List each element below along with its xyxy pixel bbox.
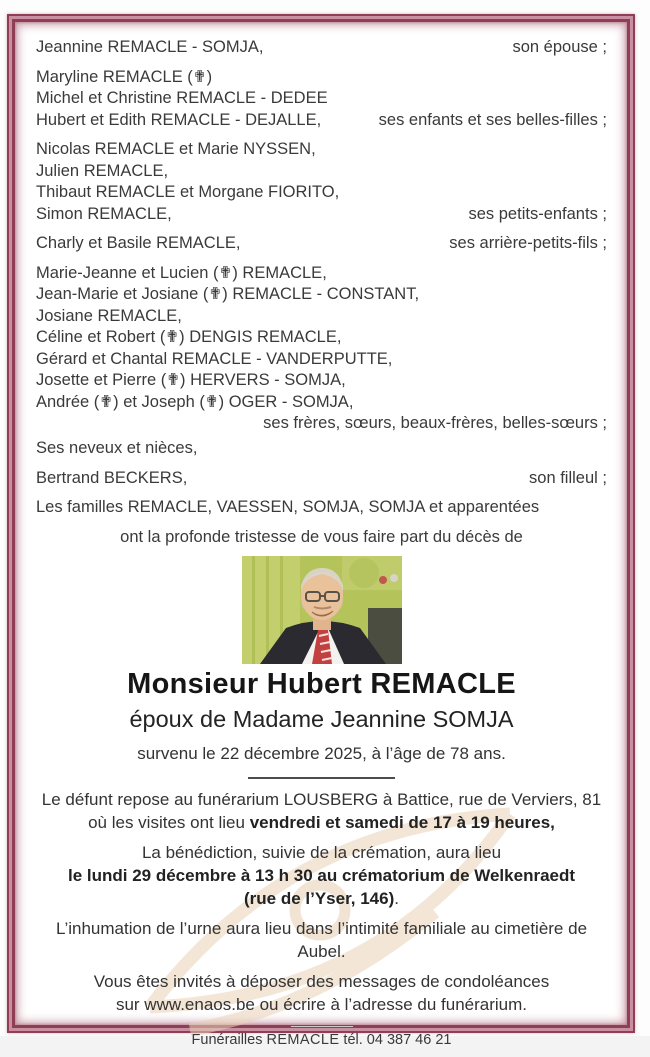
relatives-group-siblings: [36, 263, 607, 434]
relative-names: Nicolas REMACLE et Marie NYSSEN,: [36, 140, 316, 158]
families-group: [36, 497, 607, 519]
family-line: [36, 327, 607, 349]
relation-label-siblings: ses frères, sœurs, beaux-frères, belles-sœurs ;: [263, 414, 607, 432]
relatives-group-spouse: [36, 37, 607, 59]
portrait-illustration: [242, 556, 402, 664]
relative-names: Marie-Jeanne et Lucien (✟) REMACLE,: [36, 263, 327, 282]
portrait-photo: [242, 556, 402, 664]
family-line: [36, 161, 607, 183]
death-date-line: survenu le 22 décembre 2025, à l’âge de 78 ans.: [137, 743, 506, 763]
relative-names: Maryline REMACLE (✟): [36, 67, 213, 86]
relation-label: ses arrière-petits-fils ;: [449, 234, 607, 252]
family-line: [36, 468, 607, 490]
relation-label: son filleul ;: [529, 468, 607, 487]
footer-divider: [291, 1026, 353, 1027]
family-line: [36, 88, 607, 110]
family-line: [36, 139, 607, 161]
relatives-group-children: [36, 67, 607, 132]
family-line: [36, 306, 607, 328]
relative-names: Charly et Basile REMACLE,: [36, 234, 241, 252]
relative-names: Jean-Marie et Josiane (✟) REMACLE - CONSTANT,: [36, 285, 420, 303]
relative-names: Jeannine REMACLE - SOMJA,: [36, 38, 264, 56]
family-line: [36, 263, 607, 285]
relation-label: son épouse ;: [512, 38, 607, 56]
family-line: [36, 204, 607, 226]
condolences-line1: Vous êtes invités à déposer des messages de condoléances: [93, 971, 550, 991]
relatives-group-nephews: [36, 438, 607, 460]
relative-names: Gérard et Chantal REMACLE - VANDERPUTTE,: [36, 349, 393, 368]
relative-names: Josette et Pierre (✟) HERVERS - SOMJA,: [36, 371, 346, 389]
frame-mid-band: [9, 16, 633, 1048]
inhumation-paragraph: L’inhumation de l’urne aura lieu dans l’intimité familiale au cimetière de Aubel.: [55, 918, 588, 961]
section-divider: [248, 777, 395, 779]
relative-names: Thibaut REMACLE et Morgane FIORITO,: [36, 183, 340, 201]
family-line: [36, 182, 607, 204]
family-line: [36, 67, 607, 89]
family-line: [36, 110, 607, 132]
relative-names: Céline et Robert (✟) DENGIS REMACLE,: [36, 328, 342, 346]
relative-names: Bertrand BECKERS,: [36, 468, 188, 487]
condolences-line2: sur www.enaos.be ou écrire à l’adresse du funérarium.: [115, 994, 528, 1014]
crematorium-address: (rue de l’Yser, 146): [244, 888, 395, 908]
announcement-line: ont la profonde tristesse de vous faire part du décès de: [120, 527, 523, 546]
families-line: [36, 497, 607, 519]
funeral-home-prefix: Funérailles: [191, 1031, 267, 1048]
address-period: .: [394, 888, 399, 908]
deceased-name: Monsieur Hubert REMACLE: [127, 667, 516, 700]
family-line: [36, 233, 607, 255]
funeral-home-line: [36, 1032, 607, 1054]
family-line: [36, 370, 607, 392]
relatives-group-godson: [36, 468, 607, 490]
repose-paragraph: [36, 788, 607, 834]
announcement-card: [12, 19, 630, 1048]
repose-line: Le défunt repose au funérarium LOUSBERG à Battice, rue de Verviers, 81: [41, 789, 602, 809]
card-content: [15, 22, 627, 1054]
visits-prefix: où les visites ont lieu: [88, 812, 250, 832]
relative-names: Simon REMACLE,: [36, 204, 172, 223]
relation-label: ses enfants et ses belles-filles ;: [378, 110, 607, 129]
relative-names: Ses neveux et nièces,: [36, 439, 198, 457]
family-line: [36, 284, 607, 306]
condolences-paragraph: [36, 970, 607, 1016]
families-names: Les familles REMACLE, VAESSEN, SOMJA, SOMJA et apparentées: [36, 498, 540, 516]
relatives-group-grandchildren: [36, 139, 607, 225]
relatives-group-greatgrandchildren: [36, 233, 607, 255]
benediction-line: La bénédiction, suivie de la crémation, aura lieu: [141, 842, 502, 862]
family-line: [36, 37, 607, 59]
deceased-spouse-line: époux de Madame Jeannine SOMJA: [129, 705, 514, 732]
funeral-home-name: REMACLE: [266, 1031, 340, 1048]
relative-names: Michel et Christine REMACLE - DEDEE: [36, 89, 328, 107]
ceremony-paragraph: [36, 841, 607, 910]
family-line: [36, 438, 607, 460]
announcement-section: [36, 527, 607, 1054]
visits-schedule: vendredi et samedi de 17 à 19 heures,: [249, 812, 555, 832]
relative-names: Andrée (✟) et Joseph (✟) OGER - SOMJA,: [36, 392, 354, 411]
ornamental-frame: [7, 14, 635, 1048]
funeral-home-phone: tél. 04 387 46 21: [339, 1031, 452, 1048]
relative-names: Hubert et Edith REMACLE - DEJALLE,: [36, 110, 322, 129]
relative-names: Josiane REMACLE,: [36, 306, 182, 325]
cremation-line: le lundi 29 décembre à 13 h 30 au crématorium de Welkenraedt: [67, 865, 576, 885]
family-line: [36, 392, 607, 414]
relative-names: Julien REMACLE,: [36, 161, 169, 180]
relation-label: ses petits-enfants ;: [468, 204, 607, 223]
family-line: [36, 349, 607, 371]
